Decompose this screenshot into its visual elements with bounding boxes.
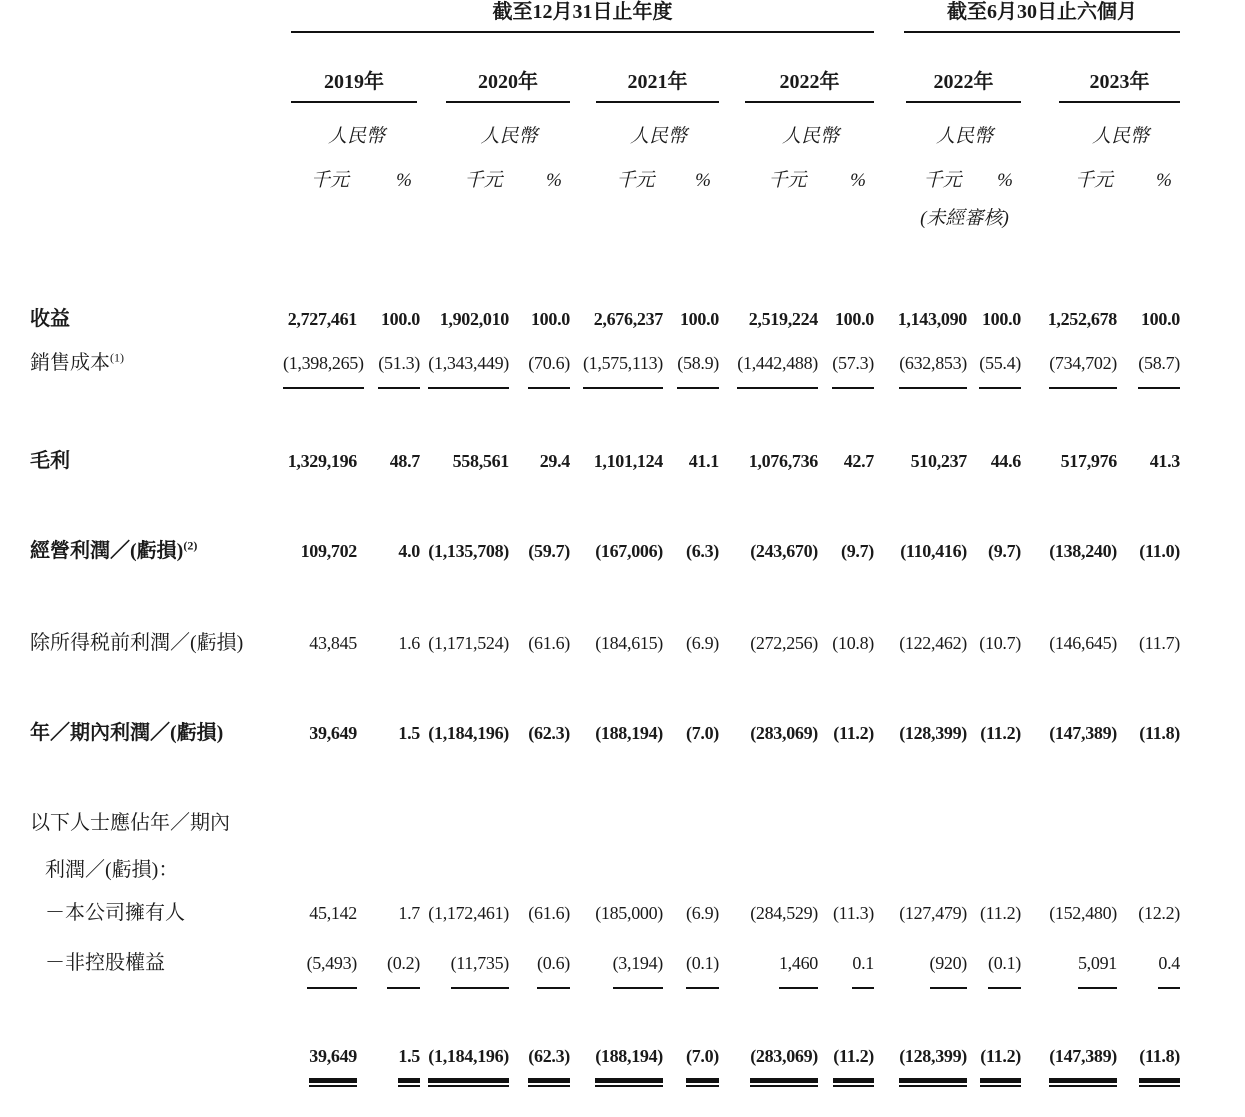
row-attributable-heading xyxy=(0,811,1245,853)
value-cell: 100.0 xyxy=(380,309,420,329)
unit-label: 千元 xyxy=(616,170,655,191)
value-cell: 39,649 xyxy=(283,1039,357,1099)
currency-label: 人民幣 xyxy=(781,126,839,147)
value-cell: 41.1 xyxy=(688,451,719,471)
value-cell: (11.7) xyxy=(1138,633,1180,653)
value-cell: 1,101,124 xyxy=(593,451,663,471)
value-cell: (147,389) xyxy=(1021,1039,1117,1099)
value-cell: 100.0 xyxy=(834,309,874,329)
percent-label: % xyxy=(396,170,412,191)
value-cell: (5,493) xyxy=(283,943,357,999)
value-cell: (734,702) xyxy=(1021,343,1117,397)
row-label: 經營利潤／(虧損)$^{(2)}$ xyxy=(30,538,198,562)
value-cell: (9.7) xyxy=(841,541,874,561)
value-cell: 2,676,237 xyxy=(593,309,663,329)
value-cell: (0.6) xyxy=(509,943,570,999)
value-cell: (127,479) xyxy=(899,903,967,923)
value-cell: (110,416) xyxy=(900,541,967,561)
row-label: 年／期內利潤／(虧損) xyxy=(30,722,224,744)
year-2022-interim: 2022年 xyxy=(906,50,1021,103)
value-cell: (243,670) xyxy=(750,541,818,561)
currency-label: 人民幣 xyxy=(327,126,385,147)
year-2020: 2020年 xyxy=(446,50,570,103)
value-cell: (184,615) xyxy=(595,633,663,653)
value-cell: (920) xyxy=(874,943,967,999)
row-label: 以下人士應佔年／期內 xyxy=(30,812,230,834)
value-cell: (1,184,196) xyxy=(420,1039,509,1099)
value-cell: (0.1) xyxy=(967,943,1021,999)
value-cell: 1,329,196 xyxy=(287,451,357,471)
value-cell: 1.5 xyxy=(357,1039,420,1099)
row-profit-for-year xyxy=(0,721,1245,757)
value-cell: 29.4 xyxy=(539,451,570,471)
period-group-annual xyxy=(283,0,874,50)
value-cell: 517,976 xyxy=(1060,451,1117,471)
period-group-interim-title: 截至6月30日止六個月 xyxy=(904,0,1180,33)
currency-label: 人民幣 xyxy=(480,126,538,147)
unit-label: 千元 xyxy=(768,170,807,191)
value-cell: (57.3) xyxy=(818,343,874,397)
value-cell: (6.9) xyxy=(686,633,719,653)
value-cell: 5,091 xyxy=(1021,943,1117,999)
value-cell: (147,389) xyxy=(1049,723,1117,743)
row-revenue xyxy=(0,307,1245,343)
percent-label: % xyxy=(546,170,562,191)
value-cell: (283,069) xyxy=(719,1039,818,1099)
value-cell: (1,343,449) xyxy=(420,343,509,397)
row-owners-of-company xyxy=(0,897,1245,943)
year-2019: 2019年 xyxy=(291,50,417,103)
value-cell: (185,000) xyxy=(595,903,663,923)
value-cell: (11.2) xyxy=(979,903,1021,923)
value-cell: (55.4) xyxy=(967,343,1021,397)
value-cell: (146,645) xyxy=(1049,633,1117,653)
value-cell: (1,398,265) xyxy=(283,343,357,397)
value-cell: (188,194) xyxy=(595,723,663,743)
value-cell: (58.9) xyxy=(663,343,719,397)
value-cell: (128,399) xyxy=(874,1039,967,1099)
value-cell: 100.0 xyxy=(530,309,570,329)
unit-label: 千元 xyxy=(310,170,349,191)
value-cell: 45,142 xyxy=(309,903,357,923)
currency-label: 人民幣 xyxy=(629,126,687,147)
value-cell: 0.1 xyxy=(818,943,874,999)
value-cell: (128,399) xyxy=(899,723,967,743)
value-cell: (11.8) xyxy=(1117,1039,1180,1099)
percent-label: % xyxy=(695,170,711,191)
value-cell: 1,076,736 xyxy=(748,451,818,471)
value-cell: (3,194) xyxy=(570,943,663,999)
value-cell: 510,237 xyxy=(910,451,967,471)
value-cell: (1,184,196) xyxy=(428,723,509,743)
unaudited-note-row xyxy=(0,199,1245,241)
value-cell: 39,649 xyxy=(309,723,357,743)
value-cell: (1,171,524) xyxy=(428,633,509,653)
value-cell: (138,240) xyxy=(1049,541,1117,561)
value-cell: 41.3 xyxy=(1149,451,1180,471)
value-cell: (7.0) xyxy=(686,723,719,743)
value-cell: (152,480) xyxy=(1049,903,1117,923)
value-cell: (61.6) xyxy=(528,633,570,653)
unit-label: 千元 xyxy=(464,170,503,191)
value-cell: (11.0) xyxy=(1139,541,1180,561)
value-cell: 4.0 xyxy=(398,541,420,561)
value-cell: (70.6) xyxy=(509,343,570,397)
value-cell: 558,561 xyxy=(452,451,509,471)
value-cell: (272,256) xyxy=(750,633,818,653)
value-cell: (11.2) xyxy=(833,723,874,743)
value-cell: (11,735) xyxy=(420,943,509,999)
value-cell: (59.7) xyxy=(528,541,570,561)
row-operating-profit xyxy=(0,539,1245,575)
row-label xyxy=(0,1039,283,1099)
value-cell: (1,172,461) xyxy=(428,903,509,923)
value-cell: 1,460 xyxy=(719,943,818,999)
value-cell: 1.6 xyxy=(398,633,420,653)
value-cell: (11.8) xyxy=(1139,723,1180,743)
year-2022: 2022年 xyxy=(745,50,874,103)
value-cell: (1,575,113) xyxy=(570,343,663,397)
percent-label: % xyxy=(1156,170,1172,191)
percent-label: % xyxy=(997,170,1013,191)
year-2021: 2021年 xyxy=(596,50,719,103)
row-attributable-heading-2 xyxy=(0,853,1245,897)
row-profit-before-tax xyxy=(0,631,1245,667)
year-2023-interim: 2023年 xyxy=(1059,50,1180,103)
value-cell: (11.3) xyxy=(832,903,874,923)
percent-label: % xyxy=(850,170,866,191)
row-cost-of-sales xyxy=(0,343,1245,397)
value-cell: 1,902,010 xyxy=(439,309,509,329)
value-cell: (167,006) xyxy=(595,541,663,561)
value-cell: 2,727,461 xyxy=(287,309,357,329)
value-cell: 42.7 xyxy=(843,451,874,471)
row-label: 除所得税前利潤／(虧損) xyxy=(30,632,244,654)
value-cell: 109,702 xyxy=(300,541,357,561)
period-group-annual-title: 截至12月31日止年度 xyxy=(291,0,874,33)
value-cell: (0.1) xyxy=(663,943,719,999)
value-cell: (632,853) xyxy=(874,343,967,397)
value-cell: (6.9) xyxy=(686,903,719,923)
value-cell: (1,135,708) xyxy=(428,541,509,561)
value-cell: 44.6 xyxy=(990,451,1021,471)
year-header-row xyxy=(0,50,1245,103)
value-cell: 48.7 xyxy=(389,451,420,471)
value-cell: (58.7) xyxy=(1117,343,1180,397)
period-group-interim xyxy=(874,0,1180,50)
value-cell: 2,519,224 xyxy=(748,309,818,329)
row-label: －本公司擁有人 xyxy=(45,902,185,924)
value-cell: (62.3) xyxy=(528,723,570,743)
value-cell: 1,143,090 xyxy=(897,309,967,329)
currency-header-row xyxy=(0,103,1245,153)
value-cell: 100.0 xyxy=(679,309,719,329)
unaudited-note: (未經審核) xyxy=(920,208,1009,229)
currency-label: 人民幣 xyxy=(1091,126,1149,147)
row-label: 毛利 xyxy=(30,450,70,472)
value-cell: (283,069) xyxy=(750,723,818,743)
value-cell: (51.3) xyxy=(357,343,420,397)
value-cell: (122,462) xyxy=(899,633,967,653)
value-cell: (62.3) xyxy=(509,1039,570,1099)
value-cell: 100.0 xyxy=(981,309,1021,329)
value-cell: 100.0 xyxy=(1140,309,1180,329)
unit-header-row xyxy=(0,153,1245,199)
footnote-marker: (2) xyxy=(183,538,198,553)
value-cell: (12.2) xyxy=(1138,903,1180,923)
row-gross-profit xyxy=(0,449,1245,485)
value-cell: (11.2) xyxy=(818,1039,874,1099)
value-cell: 0.4 xyxy=(1117,943,1180,999)
row-total xyxy=(0,1039,1245,1099)
unit-label: 千元 xyxy=(923,170,962,191)
footnote-marker: (1) xyxy=(110,350,124,365)
value-cell: (10.8) xyxy=(832,633,874,653)
value-cell: (7.0) xyxy=(663,1039,719,1099)
value-cell: 43,845 xyxy=(309,633,357,653)
row-non-controlling-interests xyxy=(0,943,1245,999)
value-cell: (9.7) xyxy=(988,541,1021,561)
unit-label: 千元 xyxy=(1074,170,1113,191)
value-cell: (61.6) xyxy=(528,903,570,923)
value-cell: 1.7 xyxy=(398,903,420,923)
period-group-header-row xyxy=(0,0,1245,50)
value-cell: 1.5 xyxy=(398,723,420,743)
value-cell: (11.2) xyxy=(967,1039,1021,1099)
value-cell: (1,442,488) xyxy=(719,343,818,397)
row-label: 利潤／(虧損)： xyxy=(45,859,179,881)
value-cell: 1,252,678 xyxy=(1047,309,1117,329)
row-label: 收益 xyxy=(30,308,70,330)
value-cell: (10.7) xyxy=(979,633,1021,653)
value-cell: (284,529) xyxy=(750,903,818,923)
currency-label: 人民幣 xyxy=(935,126,993,147)
row-label: －非控股權益 xyxy=(45,952,165,974)
value-cell: (0.2) xyxy=(357,943,420,999)
row-label: 銷售成本$^{(1)}$ xyxy=(30,350,124,374)
value-cell: (11.2) xyxy=(980,723,1021,743)
value-cell: (188,194) xyxy=(570,1039,663,1099)
value-cell: (6.3) xyxy=(686,541,719,561)
